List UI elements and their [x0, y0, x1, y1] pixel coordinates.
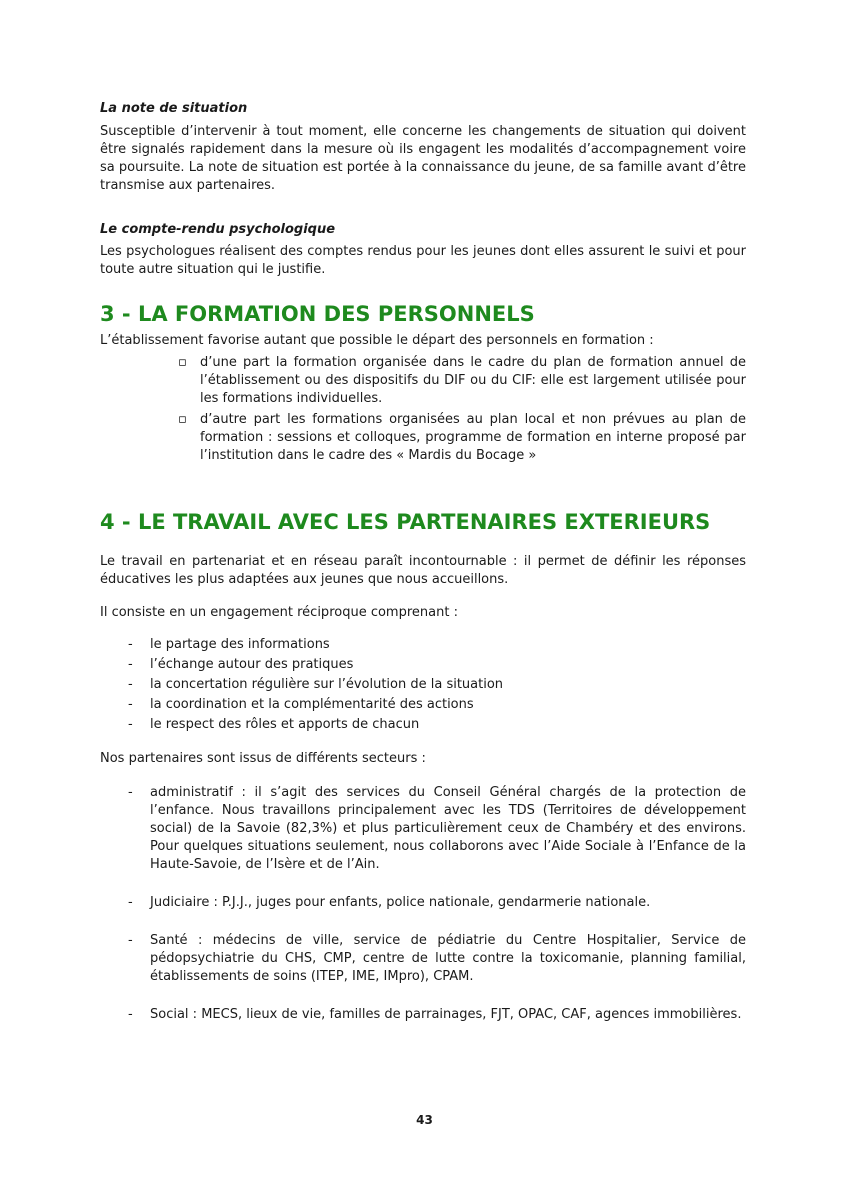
dash-marker: -	[128, 717, 133, 732]
paragraph-formation-intro: L’établissement favorise autant que possible le départ des personnels en formation :	[100, 333, 654, 348]
dash-marker: -	[128, 1007, 133, 1022]
dash-marker: -	[128, 785, 133, 800]
paragraph-secteurs: Nos partenaires sont issus de différents secteurs :	[100, 751, 426, 766]
subheading-compte-rendu: Le compte-rendu psychologique	[100, 222, 336, 237]
section-heading-3: 3 - LA FORMATION DES PERSONNELS	[100, 302, 535, 326]
engagement-list	[100, 636, 746, 734]
dash-marker: -	[128, 933, 133, 948]
list-item-text: le partage des informations	[150, 637, 330, 652]
dash-marker: -	[128, 637, 133, 652]
list-item-text: Social : MECS, lieux de vie, familles de parrainages, FJT, OPAC, CAF, agences immobilières.	[150, 1007, 742, 1022]
section-heading-4: 4 - LE TRAVAIL AVEC LES PARTENAIRES EXTERIEURS	[100, 510, 711, 534]
dash-marker: -	[128, 657, 133, 672]
list-item	[100, 894, 746, 912]
list-item	[100, 676, 746, 694]
paragraph-note-situation: Susceptible d’intervenir à tout moment, elle concerne les changements de situation qui doivent être signalés rapidement dans la mesure où ils engagent les modalités d’accompagnement voire sa poursuite. La note de situation est portée à la connaissance du jeune, de sa famille avant d’être transmise aux partenaires.	[100, 124, 746, 193]
list-item	[100, 716, 746, 734]
list-item	[100, 656, 746, 674]
paragraph-compte-rendu: Les psychologues réalisent des comptes rendus pour les jeunes dont elles assurent le suivi et pour toute autre situation qui le justifie.	[100, 244, 746, 277]
dash-marker: -	[128, 697, 133, 712]
list-item	[100, 636, 746, 654]
list-item-text: Judiciaire : P.J.J., juges pour enfants, police nationale, gendarmerie nationale.	[150, 895, 651, 910]
list-item	[178, 354, 746, 408]
page-content	[100, 100, 746, 1024]
list-item-text: l’échange autour des pratiques	[150, 657, 354, 672]
paragraph-engagement: Il consiste en un engagement réciproque comprenant :	[100, 605, 458, 620]
list-item-text: d’autre part les formations organisées au plan local et non prévues au plan de formation : sessions et colloques, programme de formation en interne proposé par l’institution dans le cadre des « Mardis du Bocage »	[200, 412, 746, 463]
list-item	[100, 1006, 746, 1024]
bullet-marker: ▫	[178, 355, 187, 370]
list-item-text: la coordination et la complémentarité des actions	[150, 697, 474, 712]
list-item	[100, 932, 746, 986]
subheading-note-situation: La note de situation	[100, 101, 248, 116]
list-item-text: d’une part la formation organisée dans le cadre du plan de formation annuel de l’établissement ou des dispositifs du DIF ou du CIF: elle est largement utilisée pour les formations individuelles.	[200, 355, 746, 406]
dash-marker: -	[128, 677, 133, 692]
list-item	[100, 784, 746, 874]
bullet-marker: ▫	[178, 412, 187, 427]
list-item	[178, 411, 746, 465]
list-item-text: Santé : médecins de ville, service de pédiatrie du Centre Hospitalier, Service de pédopsychiatrie du CHS, CMP, centre de lutte contre la toxicomanie, planning familial, établissements de soins (ITEP, IME, IMpro), CPAM.	[150, 933, 746, 984]
list-item-text: la concertation régulière sur l’évolution de la situation	[150, 677, 504, 692]
list-item	[100, 696, 746, 714]
list-item-text: administratif : il s’agit des services du Conseil Général chargés de la protection de l’enfance. Nous travaillons principalement avec les TDS (Territoires de développement social) de la Savoie (82,3%) et plus particulièrement ceux de Chambéry et des environs. Pour quelques situations seulement, nous collaborons avec l’Aide Sociale à l’Enfance de la Haute-Savoie, de l’Isère et de l’Ain.	[150, 785, 746, 872]
list-item-text: le respect des rôles et apports de chacun	[150, 717, 420, 732]
paragraph-partenariat: Le travail en partenariat et en réseau paraît incontournable : il permet de définir les réponses éducatives les plus adaptées aux jeunes que nous accueillons.	[100, 554, 746, 587]
formation-bullet-list	[178, 354, 746, 465]
page-number: 43	[416, 1113, 433, 1127]
secteurs-list	[100, 784, 746, 1024]
dash-marker: -	[128, 895, 133, 910]
